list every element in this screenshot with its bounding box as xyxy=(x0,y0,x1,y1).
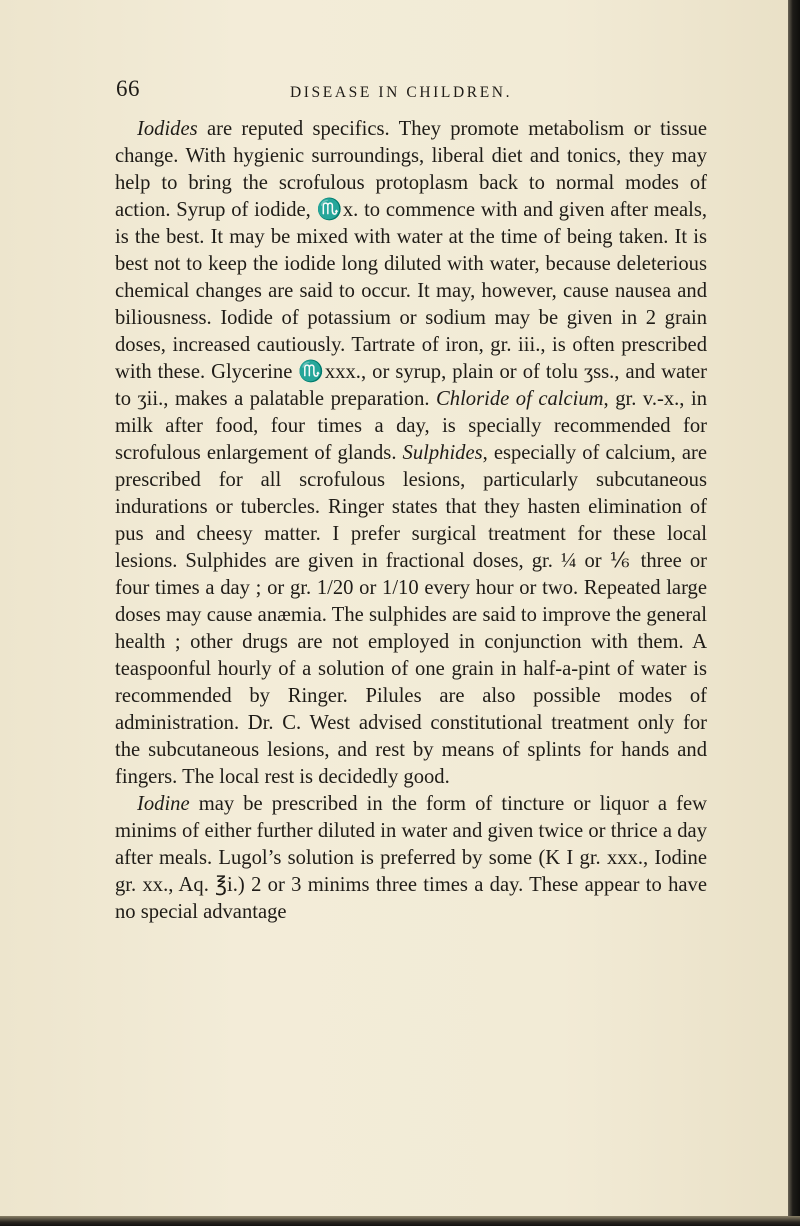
paragraph-iodine xyxy=(115,791,707,926)
italic-term-iodine: Iodine xyxy=(137,793,190,815)
page-number: 66 xyxy=(116,76,140,101)
paragraph-iodides xyxy=(115,116,707,791)
italic-term-chloride-of-calcium: Chloride of calcium xyxy=(436,388,604,410)
text-run: , gr. v.-x., in milk after food, four times a day, is specially recommended for scrofulous enlargement of glands. xyxy=(115,388,707,464)
page-edge-shadow-right xyxy=(788,0,800,1226)
text-run: may be prescribed in the form of tincture or liquor a few minims of either further diluted in water and given twice or thrice a day after meals. Lugol’s solution is preferred by some (K I gr. xxx., Iodine gr. xx., Aq. ℥i.) 2 or 3 minims three times a day. These appear to have no special advantage xyxy=(115,793,707,923)
italic-term-iodides: Iodides xyxy=(137,118,198,140)
italic-term-sulphides: Sulphides xyxy=(402,442,483,464)
page-edge-shadow-bottom xyxy=(0,1216,800,1226)
running-title: DISEASE IN CHILDREN. xyxy=(290,84,513,101)
text-run: are reputed specifics. They promote metabolism or tissue change. With hygienic surroundings, liberal diet and tonics, they may help to bring the scrofulous protoplasm back to normal modes of action. Syrup of iodide, ♏x. to commence with and given after meals, is the best. It may be mixed with water at the time of being taken. It is best not to keep the iodide long diluted with water, because deleterious chemical changes are said to occur. It may, however, cause nausea and biliousness. Iodide of potassium or sodium may be given in 2 grain doses, increased cautiously. Tartrate of iron, gr. iii., is often prescribed with these. Glycerine ♏xxx., or syrup, plain or of tolu ʒss., and water to ʒii., makes a palatable preparation. xyxy=(115,118,707,410)
text-run: , especially of calcium, are prescribed for all scrofulous lesions, particularly subcutaneous indurations or tubercles. Ringer states that they hasten elimination of pus and cheesy matter. I prefer surgical treatment for these local lesions. Sulphides are given in fractional doses, gr. ¼ or ⅙ three or four times a day ; or gr. 1/20 or 1/10 every hour or two. Repeated large doses may cause anæmia. The sulphides are said to improve the general health ; other drugs are not employed in conjunction with them. A teaspoonful hourly of a solution of one grain in half-a-pint of water is recommended by Ringer. Pilules are also possible modes of administration. Dr. C. West advised constitutional treatment only for the subcutaneous lesions, and rest by means of splints for hands and fingers. The local rest is decidedly good. xyxy=(115,442,707,788)
body-text xyxy=(115,116,707,926)
